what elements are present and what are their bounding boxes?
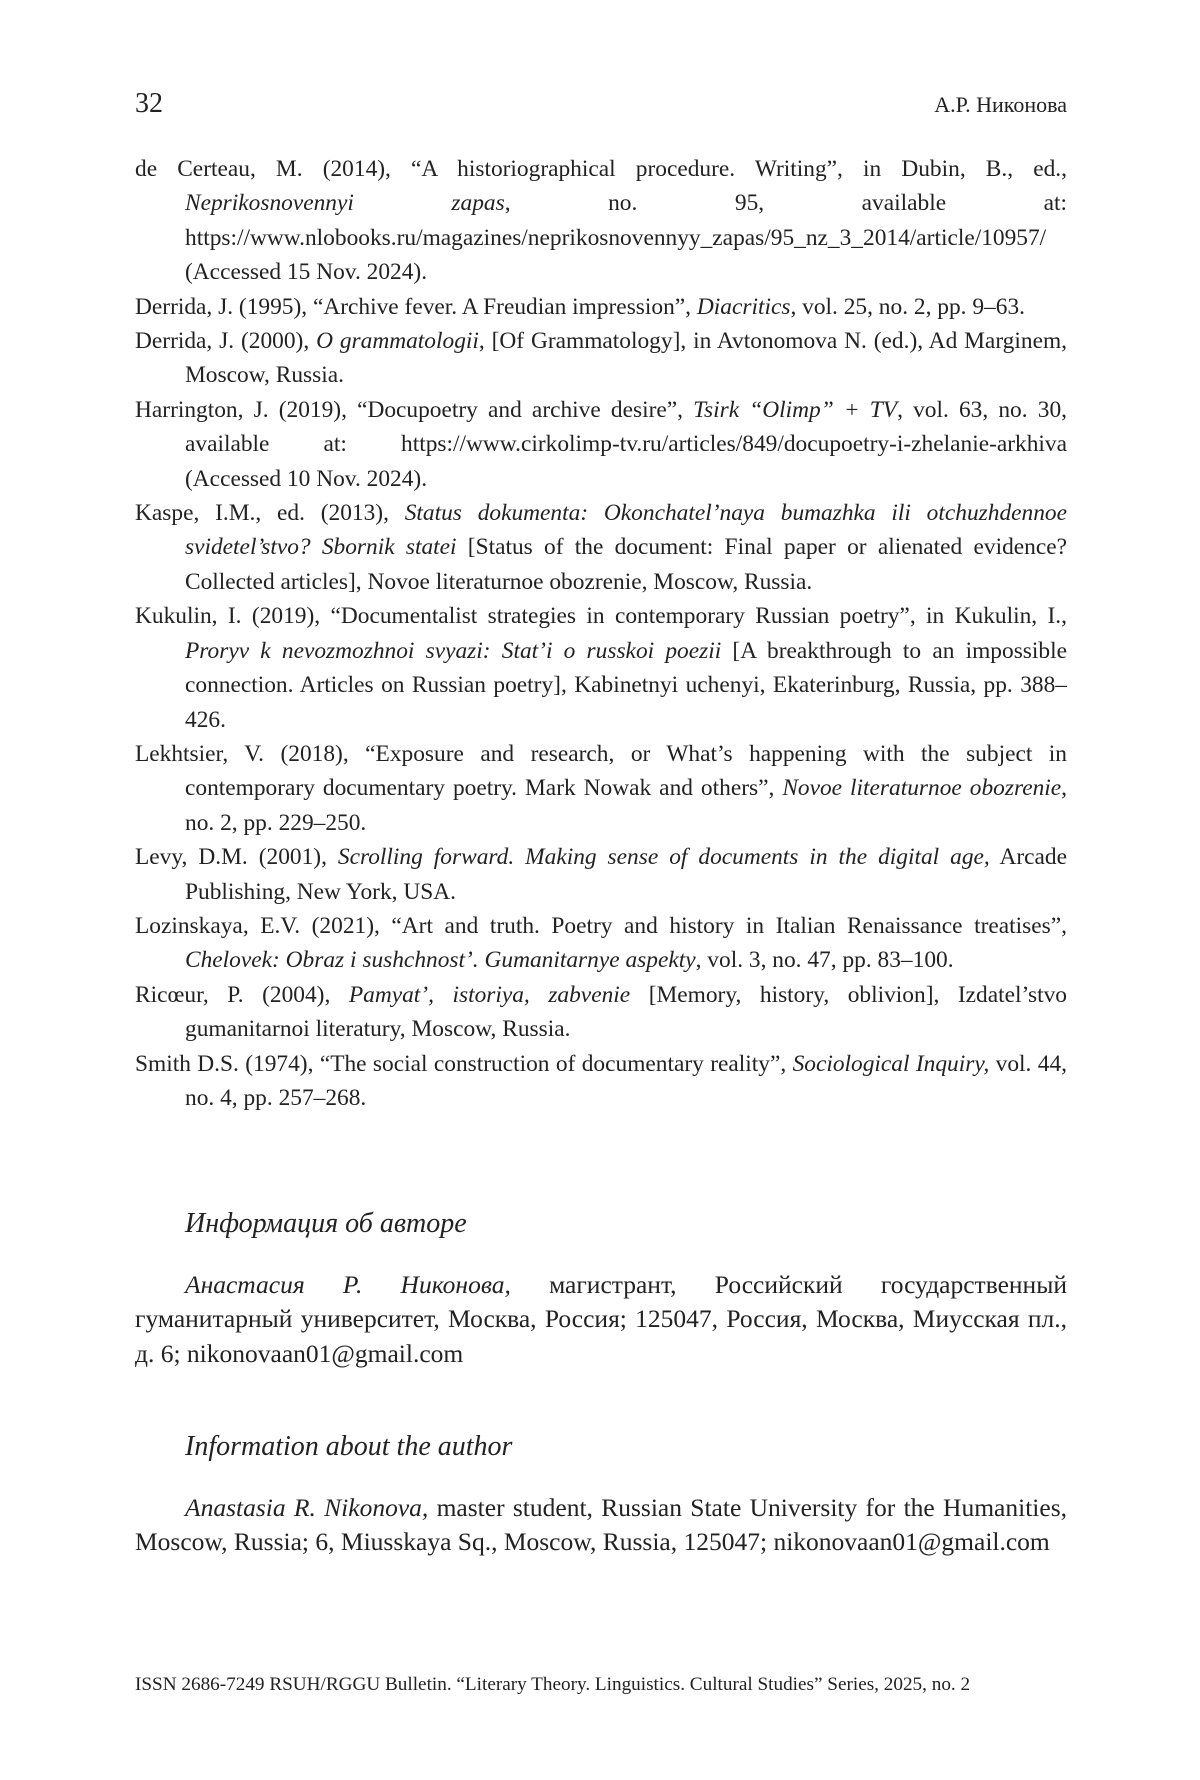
author-info-heading-en: Information about the author: [185, 1431, 512, 1463]
reference-entry: Ricœur, P. (2004), Pamyat’, istoriya, zabvenie [Memory, history, oblivion], Izdatel’stvo gumanitarnoi literatury, Moscow, Russia.: [135, 978, 1067, 1047]
reference-entry: Smith D.S. (1974), “The social construction of documentary reality”, Sociological Inquiry, vol. 44, no. 4, pp. 257–268.: [135, 1047, 1067, 1116]
reference-entry: Lozinskaya, E.V. (2021), “Art and truth. Poetry and history in Italian Renaissance treatises”, Chelovek: Obraz i sushchnost’. Gumanitarnye aspekty, vol. 3, no. 47, pp. 83–100.: [135, 909, 1067, 978]
reference-entry: Kaspe, I.M., ed. (2013), Status dokumenta: Okonchatel’naya bumazhka ili otchuzhdennoe svidetel’stvo? Sbornik statei [Status of the document: Final paper or alienated evidence? Collected articles], Novoe literaturnoe obozrenie, Moscow, Russia.: [135, 496, 1067, 599]
reference-list: [135, 152, 1067, 1115]
page-header: [135, 88, 1067, 128]
author-name-ru: Анастасия Р. Никонова,: [185, 1270, 511, 1299]
author-name-en: Anastasia R. Nikonova,: [185, 1493, 428, 1522]
author-details-en: master student, Russian State University for the Humanities, Moscow, Russia; 6, Miusskaya Sq., Moscow, Russia, 125047; nikonovaan01@gmail.com: [135, 1493, 1067, 1556]
reference-entry: Kukulin, I. (2019), “Documentalist strategies in contemporary Russian poetry”, in Kukulin, I., Proryv k nevozmozhnoi svyazi: Stat’i o russkoi poezii [A breakthrough to an impossible connection. Articles on Russian poetry], Kabinetnyi uchenyi, Ekaterinburg, Russia, pp. 388–426.: [135, 599, 1067, 737]
reference-entry: Harrington, J. (2019), “Docupoetry and archive desire”, Tsirk “Olimp” + TV, vol. 63, no. 30, available at: https://www.cirkolimp-tv.ru/articles/849/docupoetry-i-zhelanie-arkhiva (Accessed 10 Nov. 2024).: [135, 393, 1067, 496]
page-number: 32: [135, 88, 163, 120]
author-info-en: [135, 1491, 1067, 1560]
reference-entry: Levy, D.M. (2001), Scrolling forward. Making sense of documents in the digital age, Arcade Publishing, New York, USA.: [135, 840, 1067, 909]
reference-entry: Lekhtsier, V. (2018), “Exposure and research, or What’s happening with the subject in contemporary documentary poetry. Mark Nowak and others”, Novoe literaturnoe obozrenie, no. 2, pp. 229–250.: [135, 737, 1067, 840]
reference-entry: Derrida, J. (1995), “Archive fever. A Freudian impression”, Diacritics, vol. 25, no. 2, pp. 9–63.: [135, 290, 1067, 324]
author-info-heading-ru: Информация об авторе: [185, 1208, 467, 1240]
author-info-ru: [135, 1268, 1067, 1371]
journal-page: [135, 0, 1067, 1780]
author-details-ru: магистрант, Российский государственный гуманитарный университет, Москва, Россия; 125047, Россия, Москва, Миусская пл., д. 6; nikonovaan01@gmail.com: [135, 1270, 1067, 1368]
reference-entry: de Certeau, M. (2014), “A historiographical procedure. Writing”, in Dubin, B., ed., Neprikosnovennyi zapas, no. 95, available at: https://www.nlobooks.ru/magazines/neprikosnovennyy_zapas/95_nz_3_2014/article/10957/ (Accessed 15 Nov. 2024).: [135, 152, 1067, 290]
running-head-author: А.Р. Никонова: [934, 92, 1067, 118]
reference-entry: Derrida, J. (2000), O grammatologii, [Of Grammatology], in Avtonomova N. (ed.), Ad Marginem, Moscow, Russia.: [135, 324, 1067, 393]
journal-footer: ISSN 2686-7249 RSUH/RGGU Bulletin. “Literary Theory. Linguistics. Cultural Studies” Series, 2025, no. 2: [135, 1674, 1067, 1696]
